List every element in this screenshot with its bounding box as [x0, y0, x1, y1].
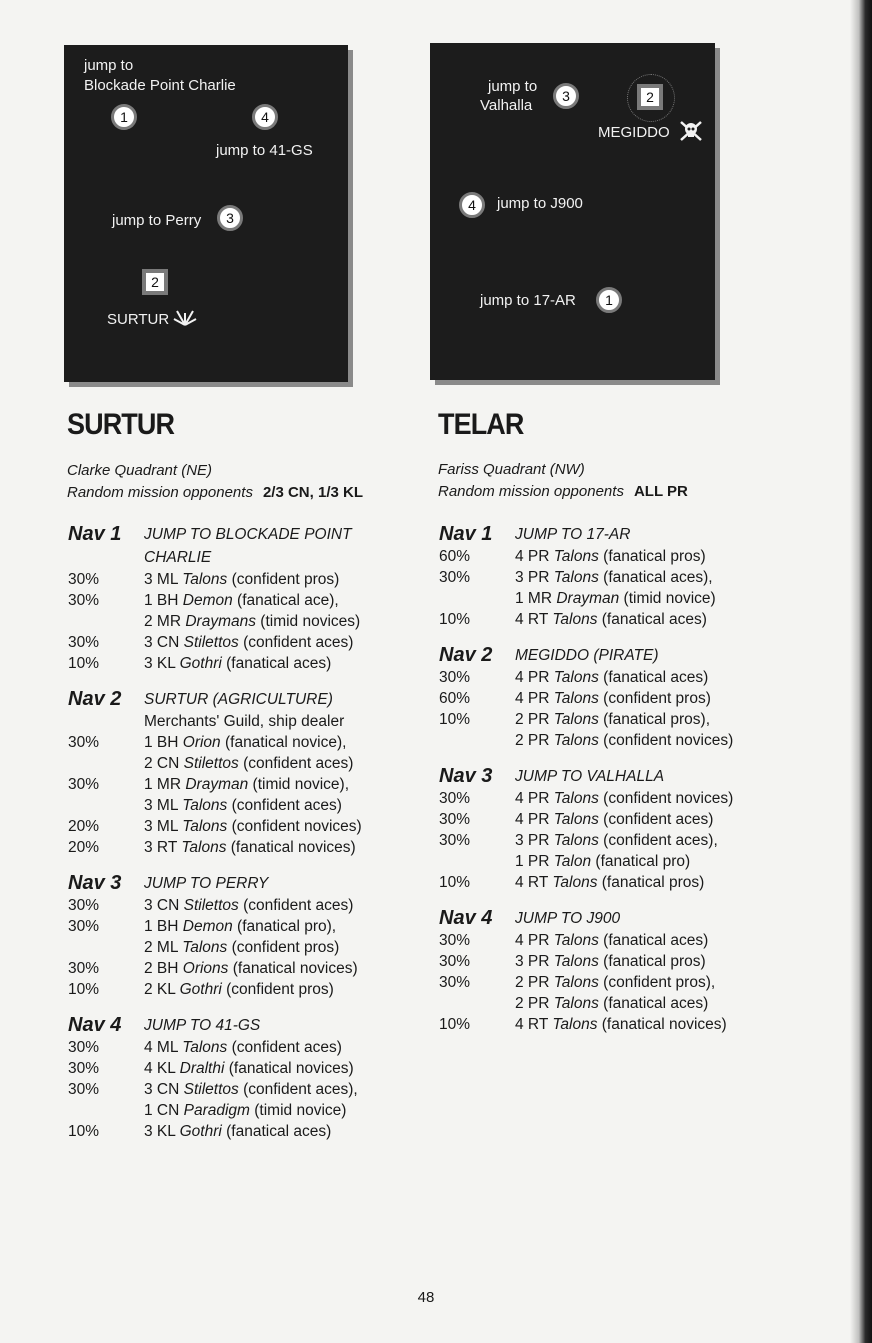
- encounter-chance: 10%: [68, 1123, 100, 1140]
- ship-name: Talons: [553, 569, 599, 586]
- ship-name: Demon: [182, 592, 233, 609]
- page-number: 48: [417, 1289, 435, 1306]
- encounter-text: [515, 830, 718, 851]
- encounter-count: 3 ML: [144, 818, 183, 835]
- encounter-detail: (confident aces): [238, 897, 354, 914]
- opponents-label: Random mission opponents: [438, 483, 624, 500]
- encounter-chance: 30%: [439, 790, 471, 807]
- surtur-nav-list: [68, 523, 408, 1156]
- encounter-row: [68, 795, 408, 816]
- ship-name: Talons: [553, 548, 599, 565]
- encounter-count: 4 PR: [515, 548, 554, 565]
- ship-name: Talons: [553, 974, 599, 991]
- encounter-chance: 30%: [439, 832, 471, 849]
- encounter-chance: 30%: [68, 592, 100, 609]
- encounter-text: [144, 653, 331, 674]
- encounter-count: 1 BH: [144, 734, 183, 751]
- encounter-row: [439, 872, 779, 893]
- ship-name: Talons: [553, 811, 599, 828]
- encounter-count: 1 PR: [515, 853, 554, 870]
- encounter-row: [439, 830, 779, 851]
- nav-note: Merchants' Guild, ship dealer: [144, 713, 345, 730]
- encounter-row: [68, 1058, 408, 1079]
- map-label: jump to 17-AR: [480, 292, 576, 309]
- encounter-count: 4 PR: [515, 932, 554, 949]
- map-label: Blockade Point Charlie: [84, 77, 236, 94]
- encounter-detail: (confident aces): [238, 634, 354, 651]
- nav-block: [68, 872, 408, 1000]
- pirate-skull-icon: [678, 119, 704, 143]
- encounter-detail: (fanatical aces): [221, 1123, 332, 1140]
- encounter-count: 2 PR: [515, 711, 554, 728]
- encounter-count: 4 PR: [515, 669, 554, 686]
- system-title: TELAR: [438, 408, 524, 441]
- opponents-value: 2/3 CN, 1/3 KL: [262, 484, 363, 501]
- nav-heading: [68, 872, 408, 895]
- nav-title: SURTUR (AGRICULTURE): [144, 691, 333, 708]
- nav-point-marker: 4: [459, 192, 485, 218]
- encounter-row: [439, 788, 779, 809]
- ship-name: Drayman: [556, 590, 620, 607]
- encounter-chance: 60%: [439, 548, 471, 565]
- nav-block: [439, 765, 779, 893]
- encounter-detail: (fanatical novices): [228, 960, 358, 977]
- encounter-text: [515, 688, 711, 709]
- encounter-count: 4 RT: [515, 611, 553, 628]
- ship-name: Talons: [182, 818, 228, 835]
- encounter-count: 4 PR: [515, 790, 554, 807]
- encounter-detail: (fanatical pro),: [232, 918, 337, 935]
- encounter-count: 3 KL: [144, 655, 180, 672]
- ship-name: Drayman: [185, 776, 249, 793]
- nav-heading: [439, 523, 779, 546]
- ship-name: Talons: [552, 611, 598, 628]
- nav-heading: [68, 523, 408, 546]
- encounter-row: [68, 611, 408, 632]
- nav-heading: [68, 1014, 408, 1037]
- encounter-detail: (fanatical pros): [598, 548, 706, 565]
- encounter-detail: (fanatical novices): [226, 839, 356, 856]
- encounter-text: [515, 951, 706, 972]
- encounter-detail: (fanatical novice),: [220, 734, 347, 751]
- ship-name: Talons: [553, 711, 599, 728]
- encounter-detail: (timid novice),: [248, 776, 350, 793]
- encounter-text: [144, 916, 336, 937]
- encounter-chance: 10%: [439, 711, 471, 728]
- encounter-detail: (timid novice): [619, 590, 716, 607]
- nav-block: [439, 644, 779, 751]
- ship-name: Gothri: [179, 1123, 222, 1140]
- encounter-row: [68, 958, 408, 979]
- ship-name: Gothri: [179, 981, 222, 998]
- encounter-detail: (confident aces): [227, 797, 342, 814]
- ship-name: Stilettos: [183, 897, 239, 914]
- nav-title: MEGIDDO (PIRATE): [515, 647, 659, 664]
- encounter-chance: 30%: [68, 897, 100, 914]
- encounter-detail: (fanatical aces): [221, 655, 332, 672]
- nav-heading: [439, 644, 779, 667]
- encounter-text: [515, 809, 713, 830]
- encounter-text: [515, 609, 707, 630]
- ship-name: Talons: [182, 939, 228, 956]
- ship-name: Paradigm: [183, 1102, 250, 1119]
- encounter-count: 4 PR: [515, 811, 554, 828]
- ship-name: Talons: [553, 790, 599, 807]
- encounter-row: [439, 730, 779, 751]
- nav-block: [68, 523, 408, 674]
- quadrant-line: Fariss Quadrant (NW): [438, 461, 585, 478]
- opponents-line: [438, 481, 688, 503]
- encounter-count: 2 KL: [144, 981, 180, 998]
- encounter-row: [439, 1014, 779, 1035]
- encounter-row: [439, 993, 779, 1014]
- encounter-count: 3 ML: [144, 797, 183, 814]
- encounter-detail: (timid novice): [249, 1102, 347, 1119]
- encounter-chance: 30%: [68, 734, 100, 751]
- nav-title: JUMP TO 17-AR: [515, 526, 631, 543]
- encounter-row: [68, 653, 408, 674]
- encounter-detail: (confident pros): [221, 981, 334, 998]
- encounter-detail: (fanatical pros): [598, 953, 706, 970]
- encounter-chance: 60%: [439, 690, 471, 707]
- encounter-chance: 10%: [439, 611, 471, 628]
- encounter-detail: (fanatical pro): [591, 853, 691, 870]
- nav-title: JUMP TO PERRY: [144, 875, 269, 892]
- encounter-chance: 20%: [68, 818, 100, 835]
- encounter-detail: (fanatical pros): [597, 874, 705, 891]
- encounter-count: 1 BH: [144, 918, 183, 935]
- nav-title: CHARLIE: [144, 549, 212, 566]
- nav-block: [68, 1014, 408, 1142]
- map-label: SURTUR: [107, 311, 170, 328]
- encounter-row: [68, 937, 408, 958]
- encounter-row: [439, 688, 779, 709]
- encounter-text: [144, 1100, 346, 1121]
- encounter-detail: (fanatical aces): [598, 995, 709, 1012]
- nav-heading: [439, 907, 779, 930]
- encounter-detail: (confident aces),: [598, 832, 718, 849]
- encounter-row: [439, 546, 779, 567]
- encounter-count: 2 CN: [144, 755, 184, 772]
- ship-name: Talons: [182, 1039, 228, 1056]
- map-label: jump to: [84, 57, 134, 74]
- encounter-detail: (confident novices): [598, 732, 734, 749]
- planet-marker: 2: [142, 269, 168, 295]
- encounter-detail: (fanatical aces),: [598, 569, 713, 586]
- encounter-row: [439, 809, 779, 830]
- encounter-detail: (fanatical aces): [597, 611, 707, 628]
- nav-title: JUMP TO J900: [515, 910, 621, 927]
- encounter-detail: (confident pros): [227, 939, 340, 956]
- encounter-row: [68, 774, 408, 795]
- encounter-count: 4 RT: [515, 1016, 553, 1033]
- encounter-text: [515, 1014, 727, 1035]
- ship-name: Stilettos: [183, 755, 239, 772]
- encounter-row: [439, 588, 779, 609]
- nav-heading: [68, 688, 408, 711]
- ship-name: Orion: [182, 734, 221, 751]
- encounter-row: [68, 916, 408, 937]
- encounter-chance: 10%: [439, 874, 471, 891]
- nav-title: JUMP TO 41-GS: [144, 1017, 261, 1034]
- ship-name: Talons: [553, 953, 599, 970]
- encounter-text: [515, 972, 715, 993]
- encounter-row: [68, 590, 408, 611]
- encounter-text: [144, 895, 353, 916]
- encounter-count: 2 PR: [515, 995, 554, 1012]
- ship-name: Talons: [552, 874, 598, 891]
- encounter-text: [515, 788, 733, 809]
- encounter-detail: (confident novices): [227, 818, 362, 835]
- encounter-count: 1 BH: [144, 592, 183, 609]
- encounter-detail: (confident pros): [227, 571, 340, 588]
- encounter-chance: 30%: [439, 953, 471, 970]
- encounter-text: [515, 872, 704, 893]
- ship-name: Talons: [553, 669, 599, 686]
- encounter-text: [144, 816, 362, 837]
- encounter-count: 4 KL: [144, 1060, 180, 1077]
- encounter-row: [68, 632, 408, 653]
- encounter-detail: (fanatical ace),: [232, 592, 339, 609]
- encounter-row: [68, 1079, 408, 1100]
- planet-marker: 2: [637, 84, 663, 110]
- encounter-detail: (confident aces): [238, 755, 354, 772]
- nav-label: Nav 4: [68, 1014, 122, 1036]
- encounter-count: 3 RT: [144, 839, 182, 856]
- encounter-count: 1 MR: [515, 590, 557, 607]
- encounter-text: [144, 611, 360, 632]
- nav-label: Nav 3: [68, 872, 122, 894]
- nav-block: [439, 523, 779, 630]
- encounter-chance: 30%: [68, 1060, 100, 1077]
- ship-name: Talons: [182, 571, 228, 588]
- encounter-row: [68, 816, 408, 837]
- encounter-text: [144, 732, 346, 753]
- encounter-text: [144, 569, 339, 590]
- nav-label: Nav 2: [68, 688, 122, 710]
- encounter-count: 2 MR: [144, 613, 186, 630]
- encounter-chance: 30%: [68, 634, 100, 651]
- ship-name: Draymans: [185, 613, 256, 630]
- encounter-count: 3 PR: [515, 832, 554, 849]
- encounter-row: [68, 732, 408, 753]
- encounter-detail: (timid novices): [255, 613, 361, 630]
- nav-point-marker: 1: [596, 287, 622, 313]
- encounter-chance: 10%: [68, 655, 100, 672]
- encounter-text: [515, 588, 716, 609]
- ship-name: Talons: [553, 932, 599, 949]
- encounter-chance: 20%: [68, 839, 100, 856]
- encounter-row: [68, 569, 408, 590]
- encounter-detail: (fanatical pros),: [598, 711, 711, 728]
- encounter-text: [515, 930, 708, 951]
- nav-note-row: [68, 711, 408, 732]
- ship-name: Dralthi: [179, 1060, 225, 1077]
- encounter-text: [144, 979, 334, 1000]
- encounter-detail: (confident pros): [598, 690, 711, 707]
- encounter-row: [439, 667, 779, 688]
- encounter-row: [439, 930, 779, 951]
- encounter-count: 3 PR: [515, 569, 554, 586]
- encounter-chance: 30%: [68, 1039, 100, 1056]
- nav-label: Nav 2: [439, 644, 493, 666]
- surtur-nav-map: [64, 45, 348, 382]
- map-label: jump to: [488, 78, 538, 95]
- nav-point-marker: 1: [111, 104, 137, 130]
- encounter-chance: 30%: [68, 1081, 100, 1098]
- map-label: jump to J900: [497, 195, 583, 212]
- nav-heading: [439, 765, 779, 788]
- encounter-text: [144, 590, 339, 611]
- nav-title: JUMP TO BLOCKADE POINT: [144, 526, 352, 543]
- encounter-detail: (fanatical novices): [224, 1060, 354, 1077]
- ship-name: Talons: [553, 690, 599, 707]
- nav-label: Nav 1: [439, 523, 493, 545]
- system-title: SURTUR: [67, 408, 175, 441]
- ship-name: Orions: [182, 960, 229, 977]
- encounter-text: [515, 667, 708, 688]
- encounter-text: [515, 709, 710, 730]
- encounter-text: [515, 993, 708, 1014]
- opponents-value: ALL PR: [633, 483, 688, 500]
- encounter-text: [144, 1121, 331, 1142]
- encounter-detail: (fanatical aces): [598, 932, 709, 949]
- encounter-row: [439, 709, 779, 730]
- encounter-row: [439, 567, 779, 588]
- map-label: MEGIDDO: [598, 124, 670, 141]
- map-label: jump to Perry: [112, 212, 202, 229]
- nav-point-marker: 4: [252, 104, 278, 130]
- encounter-row: [68, 979, 408, 1000]
- ship-name: Talons: [181, 839, 227, 856]
- encounter-text: [515, 730, 733, 751]
- encounter-chance: 30%: [439, 669, 471, 686]
- nav-label: Nav 4: [439, 907, 493, 929]
- encounter-chance: 10%: [68, 981, 100, 998]
- ship-name: Talons: [553, 832, 599, 849]
- nav-label: Nav 1: [68, 523, 122, 545]
- encounter-text: [144, 753, 353, 774]
- encounter-detail: (fanatical aces): [598, 669, 709, 686]
- encounter-count: 3 CN: [144, 897, 184, 914]
- encounter-row: [439, 972, 779, 993]
- encounter-row: [68, 1037, 408, 1058]
- telar-nav-list: [439, 523, 779, 1049]
- encounter-text: [144, 1079, 358, 1100]
- ship-name: Talon: [553, 853, 592, 870]
- encounter-text: [144, 795, 342, 816]
- encounter-count: 3 KL: [144, 1123, 180, 1140]
- ship-name: Stilettos: [183, 1081, 239, 1098]
- nav-point-marker: 3: [217, 205, 243, 231]
- encounter-count: 1 MR: [144, 776, 186, 793]
- encounter-text: [144, 837, 356, 858]
- encounter-chance: 30%: [439, 569, 471, 586]
- encounter-chance: 30%: [68, 776, 100, 793]
- opponents-line: [67, 482, 363, 504]
- encounter-row: [439, 851, 779, 872]
- encounter-count: 3 CN: [144, 1081, 184, 1098]
- page-edge-shadow: [850, 0, 872, 1343]
- map-label: Valhalla: [480, 97, 533, 114]
- encounter-text: [144, 632, 353, 653]
- encounter-row: [68, 837, 408, 858]
- encounter-count: 3 CN: [144, 634, 184, 651]
- encounter-count: 3 ML: [144, 571, 183, 588]
- agriculture-icon: [172, 303, 198, 327]
- encounter-row: [439, 951, 779, 972]
- encounter-row: [68, 895, 408, 916]
- encounter-count: 4 PR: [515, 690, 554, 707]
- encounter-count: 2 PR: [515, 732, 554, 749]
- encounter-row: [439, 609, 779, 630]
- telar-nav-map: [430, 43, 715, 380]
- encounter-count: 2 PR: [515, 974, 554, 991]
- encounter-chance: 30%: [68, 960, 100, 977]
- encounter-detail: (confident aces),: [238, 1081, 358, 1098]
- encounter-detail: (confident aces): [598, 811, 714, 828]
- map-label: jump to 41-GS: [216, 142, 313, 159]
- nav-label: Nav 3: [439, 765, 493, 787]
- encounter-chance: 30%: [439, 811, 471, 828]
- ship-name: Talons: [552, 1016, 598, 1033]
- encounter-text: [144, 1037, 342, 1058]
- encounter-text: [144, 937, 339, 958]
- encounter-row: [68, 1121, 408, 1142]
- opponents-label: Random mission opponents: [67, 484, 253, 501]
- encounter-text: [515, 567, 713, 588]
- encounter-count: 3 PR: [515, 953, 554, 970]
- encounter-text: [144, 1058, 354, 1079]
- encounter-chance: 10%: [439, 1016, 471, 1033]
- ship-name: Gothri: [179, 655, 222, 672]
- nav-block: [439, 907, 779, 1035]
- nav-title: JUMP TO VALHALLA: [515, 768, 665, 785]
- encounter-count: 2 BH: [144, 960, 183, 977]
- encounter-chance: 30%: [68, 918, 100, 935]
- ship-name: Talons: [553, 732, 599, 749]
- encounter-chance: 30%: [439, 932, 471, 949]
- ship-name: Demon: [182, 918, 233, 935]
- nav-block: [68, 688, 408, 858]
- nav-point-marker: 3: [553, 83, 579, 109]
- ship-name: Talons: [182, 797, 228, 814]
- encounter-chance: 30%: [439, 974, 471, 991]
- encounter-chance: 30%: [68, 571, 100, 588]
- encounter-row: [68, 753, 408, 774]
- encounter-count: 4 ML: [144, 1039, 183, 1056]
- encounter-detail: (confident aces): [227, 1039, 342, 1056]
- encounter-text: [515, 851, 690, 872]
- encounter-detail: (fanatical novices): [597, 1016, 727, 1033]
- encounter-count: 4 RT: [515, 874, 553, 891]
- encounter-count: 2 ML: [144, 939, 183, 956]
- encounter-detail: (confident novices): [598, 790, 734, 807]
- encounter-text: [144, 774, 349, 795]
- encounter-text: [144, 958, 358, 979]
- encounter-detail: (confident pros),: [598, 974, 716, 991]
- ship-name: Stilettos: [183, 634, 239, 651]
- nav-heading-cont: [68, 546, 408, 569]
- encounter-count: 1 CN: [144, 1102, 184, 1119]
- encounter-text: [515, 546, 706, 567]
- quadrant-line: Clarke Quadrant (NE): [67, 462, 213, 479]
- encounter-row: [68, 1100, 408, 1121]
- ship-name: Talons: [553, 995, 599, 1012]
